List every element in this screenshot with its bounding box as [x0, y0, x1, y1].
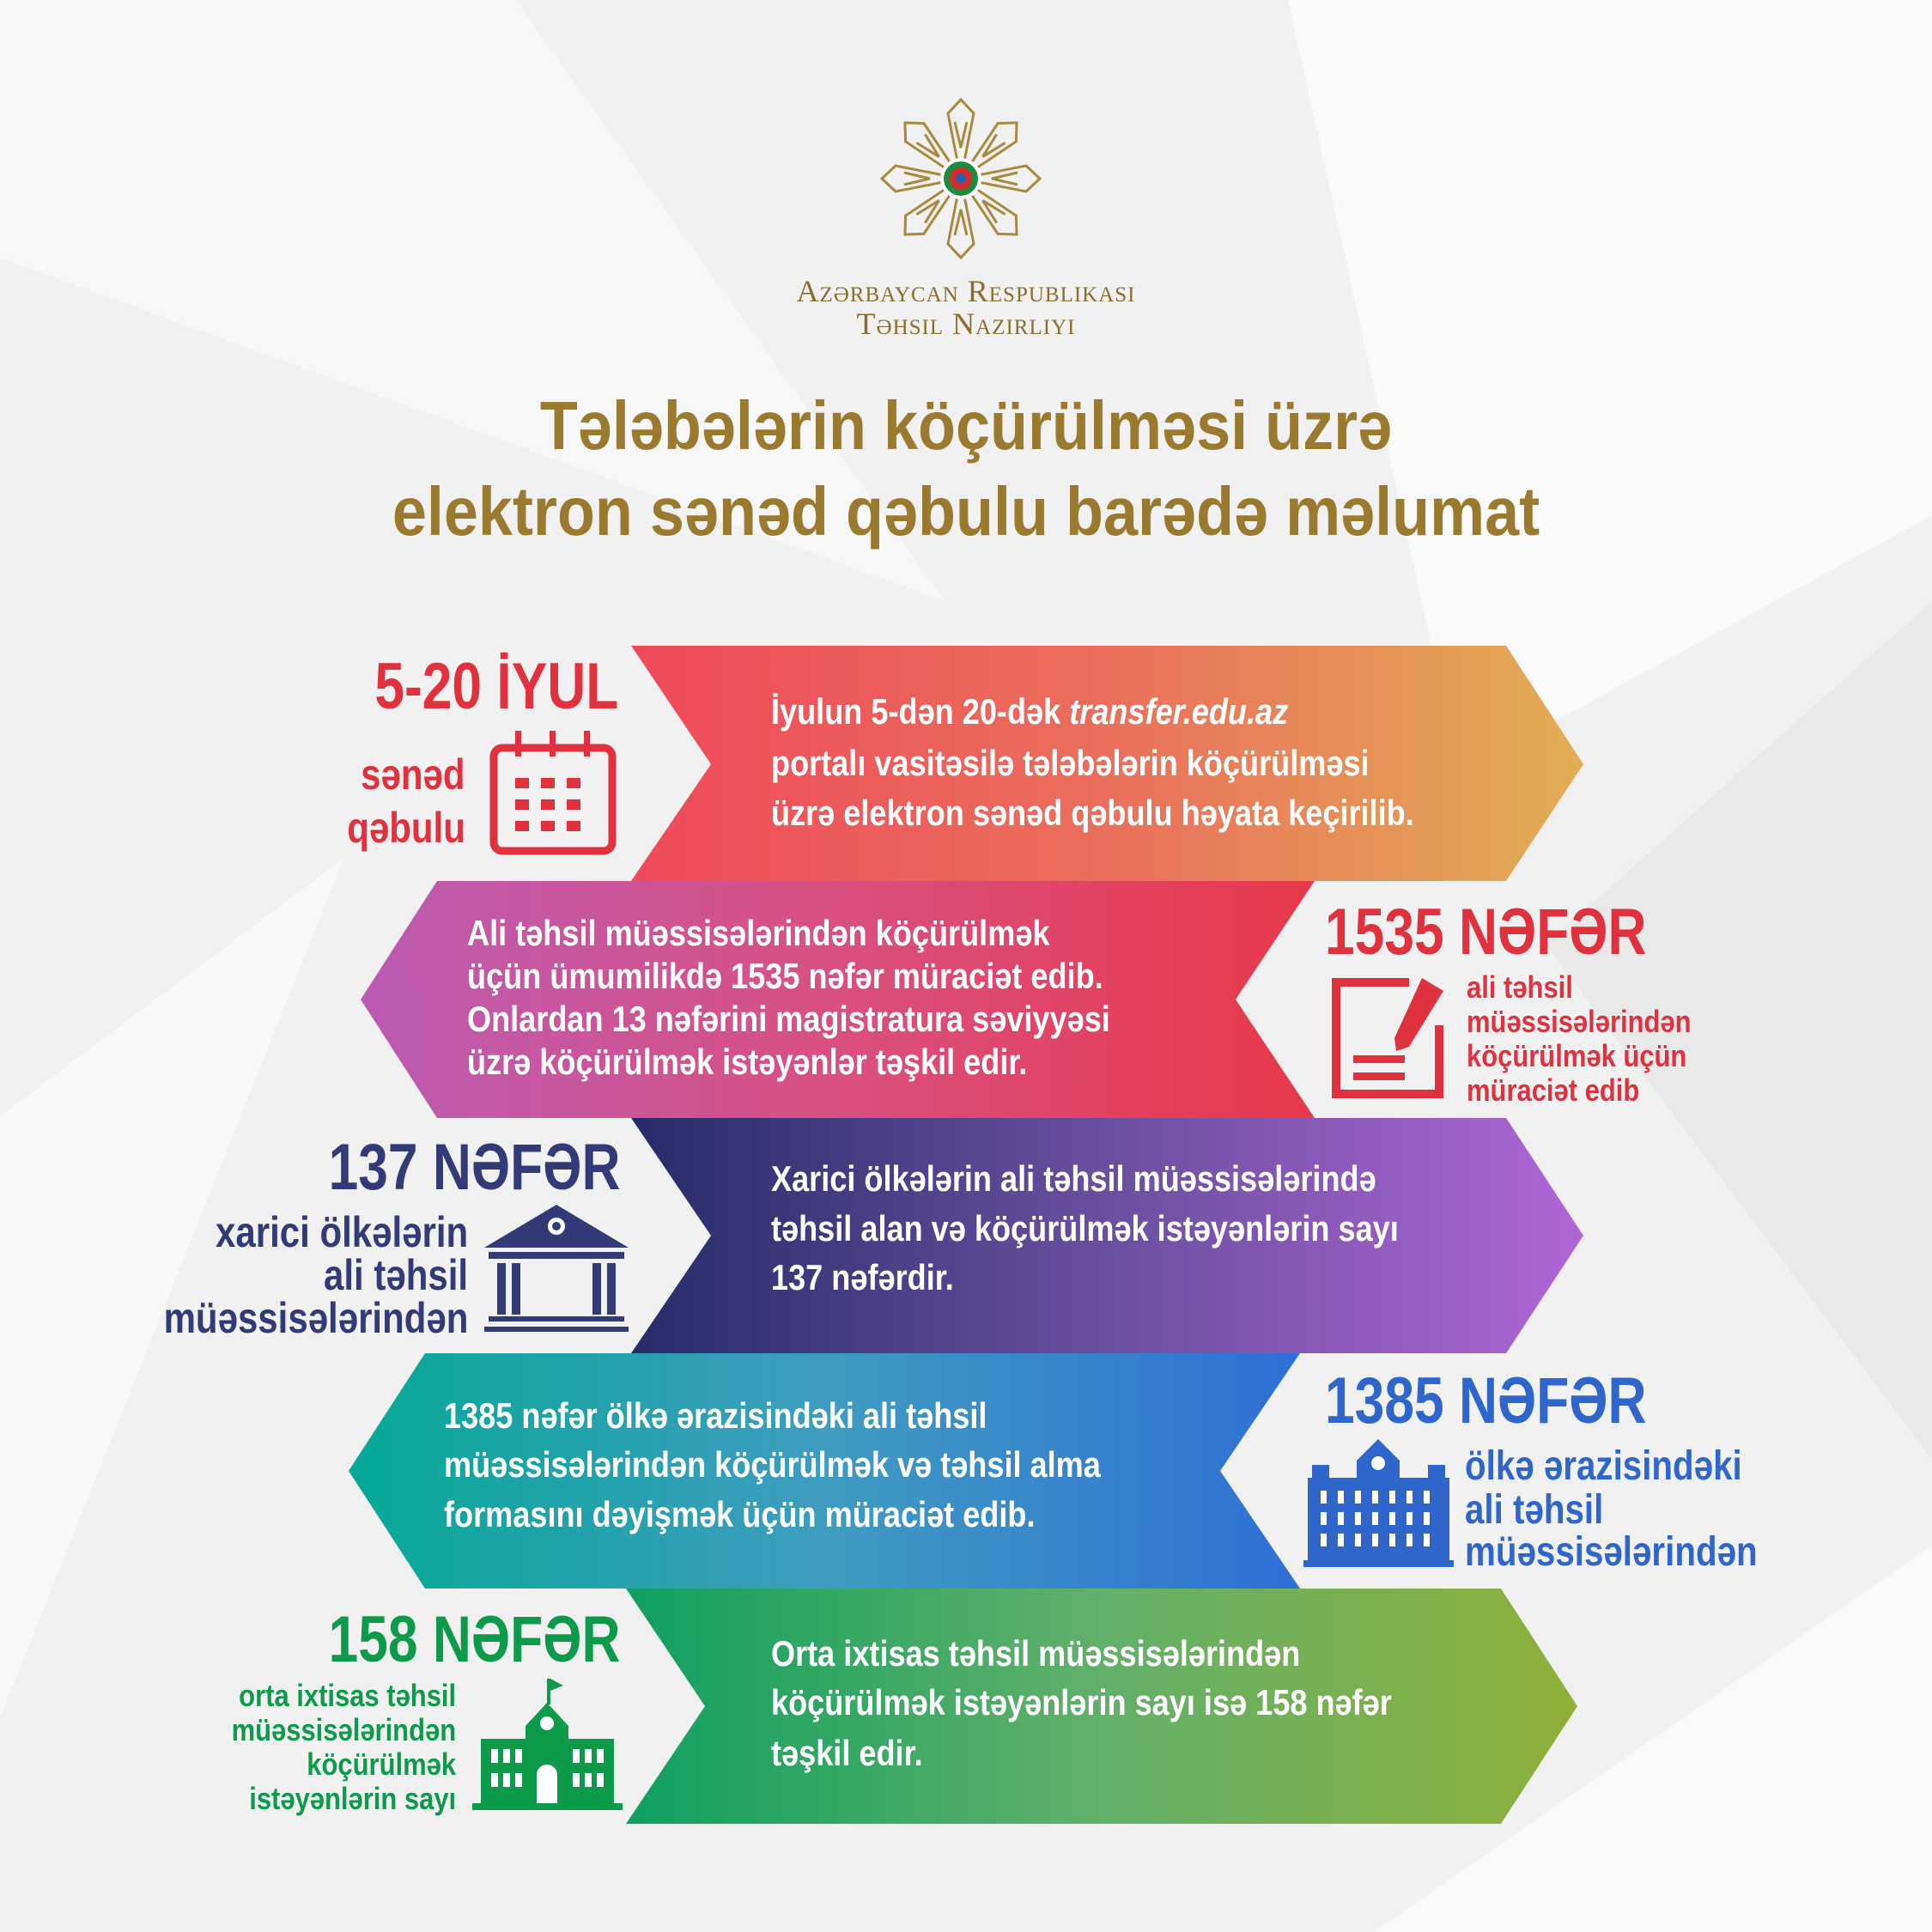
- ministry-emblem-logo: [879, 96, 1042, 261]
- section-2-label: müraciət edib: [1467, 1072, 1640, 1108]
- section-5-text-line: təşkil edir.: [771, 1733, 923, 1773]
- museum-icon: [484, 1205, 629, 1334]
- section-1-text-line: üzrə elektron sənəd qəbulu həyata keçirilib.: [771, 793, 1414, 833]
- section-5-label: orta ixtisas təhsil: [239, 1678, 456, 1713]
- section-4-label: ölkə ərazisindəki: [1465, 1443, 1742, 1489]
- section-5-label: müəssisələrindən: [231, 1712, 456, 1747]
- portal-link[interactable]: transfer.edu.az: [1069, 691, 1289, 732]
- section-5-text-line: Orta ixtisas təhsil müəssisələrindən: [771, 1633, 1301, 1674]
- section-4-label: ali təhsil: [1465, 1487, 1604, 1533]
- section-2-headline: 1535 NƏFƏR: [1325, 896, 1647, 969]
- section-2-text-line: üzrə köçürülmək istəyənlər təşkil edir.: [467, 1042, 1028, 1082]
- section-4-text-line: formasını dəyişmək üçün müraciət edib.: [444, 1494, 1036, 1534]
- page-title-line2: elektron sənəd qəbulu barədə məlumat: [392, 473, 1540, 550]
- section-5-label: köçürülmək: [307, 1747, 456, 1782]
- section-1-text-line: İyulun 5-dən 20-dək transfer.edu.az: [771, 691, 1289, 732]
- section-3-headline: 137 NƏFƏR: [328, 1131, 620, 1204]
- section-4-text-line: 1385 nəfər ölkə ərazisindəki ali təhsil: [444, 1395, 987, 1436]
- section-2-label: köçürülmək üçün: [1467, 1038, 1687, 1073]
- section-3-text-line: təhsil alan və köçürülmək istəyənlərin sayı: [771, 1208, 1399, 1249]
- section-5-headline: 158 NƏFƏR: [328, 1603, 620, 1676]
- org-name-line1: Azərbaycan Respublikası: [796, 274, 1136, 308]
- section-3-label: xarici ölkələrin: [215, 1208, 468, 1256]
- university-building-icon: [1303, 1439, 1454, 1567]
- section-4-text-line: müəssisələrindən köçürülmək və təhsil alma: [444, 1444, 1101, 1485]
- document-edit-icon: [1327, 974, 1449, 1101]
- org-name-line2: Təhsil Nazirliyi: [856, 307, 1076, 341]
- section-2-text-line: üçün ümumilikdə 1535 nəfər müraciət edib.: [467, 956, 1103, 996]
- section-3-label: müəssisələrindən: [163, 1294, 468, 1342]
- section-4-headline: 1385 NƏFƏR: [1325, 1364, 1647, 1437]
- calendar-icon: [489, 731, 617, 856]
- section-2-label: müəssisələrindən: [1467, 1004, 1692, 1039]
- school-icon: [472, 1679, 623, 1812]
- section-2-label: ali təhsil: [1467, 969, 1573, 1005]
- section-3-text-line: 137 nəfərdir.: [771, 1257, 954, 1297]
- section-4-label: müəssisələrindən: [1465, 1529, 1758, 1575]
- page-title-line1: Tələbələrin köçürülməsi üzrə: [539, 387, 1393, 464]
- section-3-text-line: Xarici ölkələrin ali təhsil müəssisələrində: [771, 1158, 1376, 1199]
- section-2-text-line: Onlardan 13 nəfərini magistratura səviyyəsi: [467, 999, 1110, 1039]
- section-1-headline: 5-20 İYUL: [374, 650, 618, 723]
- section-5-text-line: köçürülmək istəyənlərin sayı isə 158 nəfər: [771, 1682, 1392, 1722]
- section-2-text-line: Ali təhsil müəssisələrindən köçürülmək: [467, 913, 1050, 953]
- section-3-label: ali təhsil: [323, 1251, 468, 1299]
- section-1-label: sənəd: [361, 750, 465, 799]
- section-1-text-line: portalı vasitəsilə tələbələrin köçürülməsi: [771, 743, 1370, 783]
- section-5-label: istəyənlərin sayı: [249, 1781, 456, 1816]
- section-1-label: qəbulu: [347, 804, 465, 852]
